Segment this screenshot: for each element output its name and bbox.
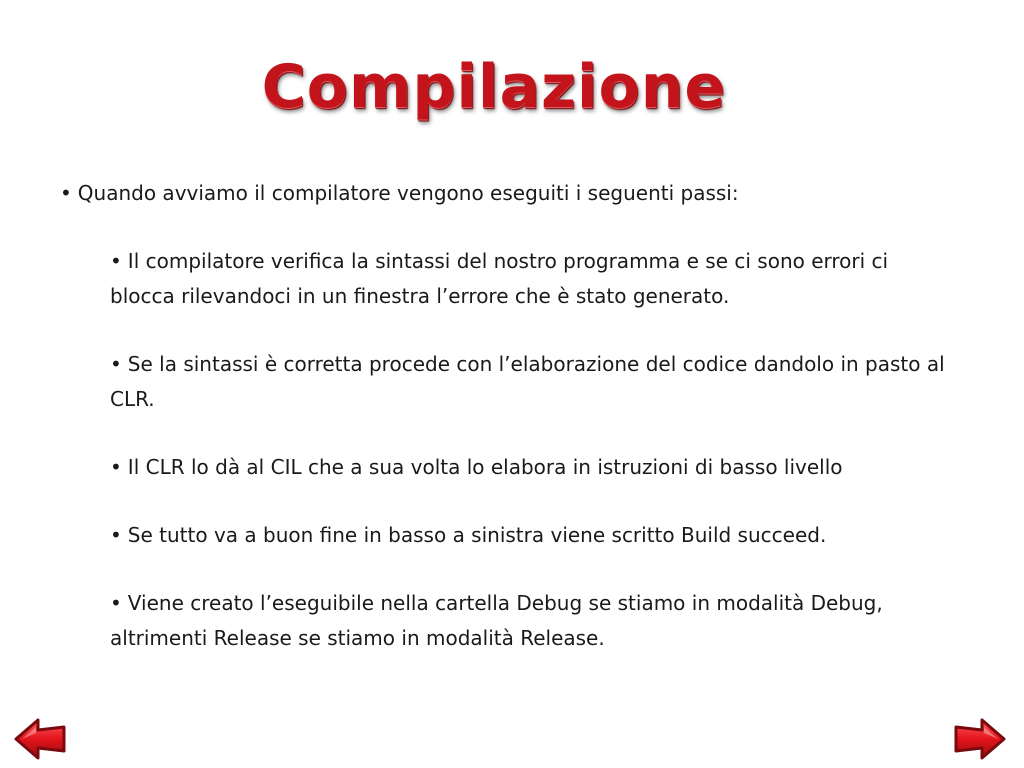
- arrow-right-icon: [950, 714, 1008, 764]
- bullet-glyph: •: [110, 352, 122, 376]
- bullet-glyph: •: [60, 181, 72, 205]
- intro-text: Quando avviamo il compilatore vengono eseguiti i seguenti passi:: [77, 181, 739, 205]
- step-bullet: [110, 586, 950, 656]
- step-bullet: [110, 244, 950, 314]
- bullet-glyph: •: [110, 249, 122, 273]
- slide-content: [60, 176, 960, 656]
- intro-bullet: [60, 176, 960, 211]
- bullet-glyph: •: [110, 455, 122, 479]
- step-text: Se la sintassi è corretta procede con l’elaborazione del codice dandolo in pasto al CLR.: [110, 352, 945, 411]
- slide-title: Compilazione: [261, 52, 727, 122]
- next-slide-button[interactable]: [950, 714, 1008, 764]
- step-bullet: [110, 347, 950, 417]
- arrow-left-icon: [12, 714, 70, 764]
- step-text: Se tutto va a buon fine in basso a sinistra viene scritto Build succeed.: [127, 523, 827, 547]
- bullet-glyph: •: [110, 523, 122, 547]
- step-bullet: [110, 450, 950, 485]
- previous-slide-button[interactable]: [12, 714, 70, 764]
- step-text: Viene creato l’eseguibile nella cartella Debug se stiamo in modalità Debug, altrimenti Release se stiamo in modalità Release.: [110, 591, 883, 650]
- bullet-glyph: •: [110, 591, 122, 615]
- step-bullet: [110, 518, 950, 553]
- step-text: Il CLR lo dà al CIL che a sua volta lo elabora in istruzioni di basso livello: [127, 455, 843, 479]
- step-text: Il compilatore verifica la sintassi del nostro programma e se ci sono errori ci blocca rilevandoci in un finestra l’errore che è stato generato.: [110, 249, 889, 308]
